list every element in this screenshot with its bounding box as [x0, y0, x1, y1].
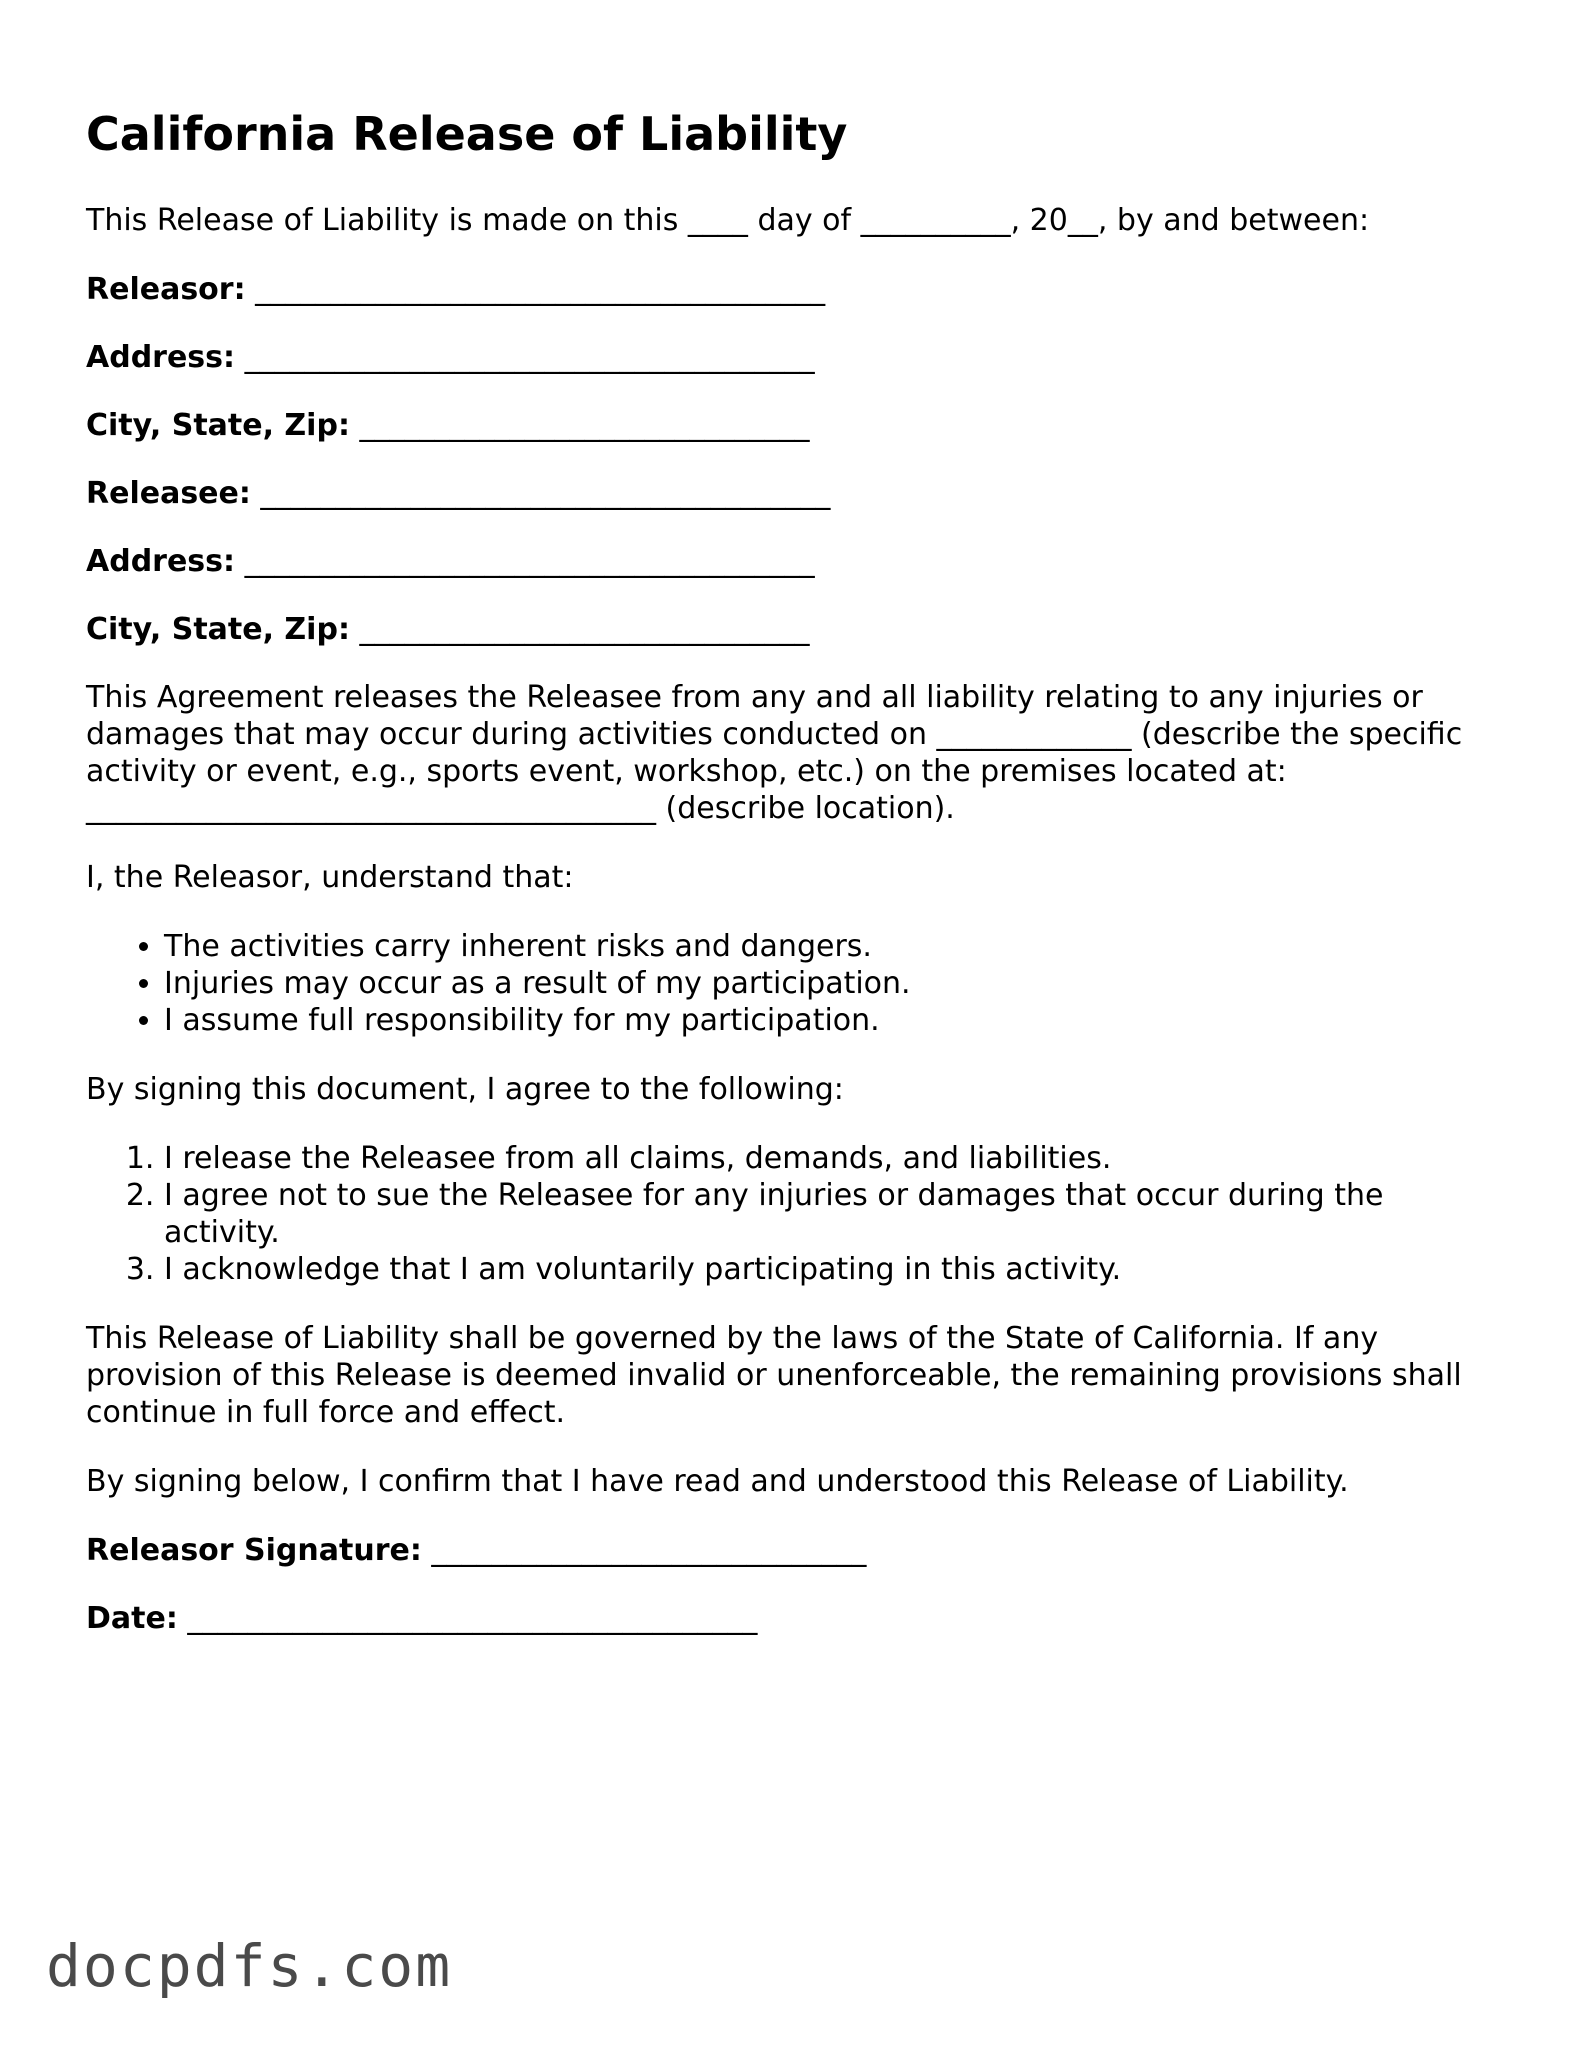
agree-list: [86, 1140, 1506, 1288]
understand-intro: I, the Releasor, understand that:: [86, 860, 574, 895]
list-item: 3. I acknowledge that I am voluntarily participating in this activity.: [164, 1251, 1506, 1288]
document-title: California Release of Liability: [86, 107, 848, 161]
intro-paragraph: This Release of Liability is made on this ____ day of __________, 20__, by and between:: [86, 203, 1370, 238]
releasee-city-blank: ______________________________: [359, 612, 810, 647]
list-item: • Injuries may occur as a result of my participation.: [164, 965, 1506, 1002]
governing-paragraph: This Release of Liability shall be governed by the laws of the State of California. If any provision of this Release is deemed invalid or unenforceable, the remaining provisions shall continue in full force and effect.: [86, 1321, 1462, 1430]
releasor-address-label: Address:: [86, 340, 236, 375]
list-item: 2. I agree not to sue the Releasee for any injuries or damages that occur during the activity.: [164, 1177, 1506, 1251]
agree-intro: By signing this document, I agree to the following:: [86, 1072, 844, 1107]
releasee-city-field: [86, 611, 1506, 648]
watermark-text: docpdfs.com: [46, 1932, 453, 2000]
date-blank: ______________________________________: [187, 1601, 758, 1636]
releasor-field: [86, 271, 1506, 308]
releasor-label: Releasor:: [86, 272, 246, 307]
releasee-city-label: City, State, Zip:: [86, 612, 350, 647]
signature-label: Releasor Signature:: [86, 1533, 422, 1568]
list-item: 1. I release the Releasee from all claims, demands, and liabilities.: [164, 1140, 1506, 1177]
date-label: Date:: [86, 1601, 178, 1636]
signature-blank: _____________________________: [431, 1533, 867, 1568]
releasee-field: [86, 475, 1506, 512]
releasee-label: Releasee:: [86, 476, 251, 511]
releasee-address-label: Address:: [86, 544, 236, 579]
understand-list: [86, 928, 1506, 1039]
releasor-city-label: City, State, Zip:: [86, 408, 350, 443]
releasor-address-field: [86, 339, 1506, 376]
releasee-address-blank: ______________________________________: [244, 544, 815, 579]
releasee-address-field: [86, 543, 1506, 580]
releasor-city-blank: ______________________________: [359, 408, 810, 443]
date-field: [86, 1600, 1506, 1637]
releasor-city-field: [86, 407, 1506, 444]
releasee-blank: ______________________________________: [260, 476, 831, 511]
document-page: [86, 104, 1506, 1668]
list-item: • I assume full responsibility for my participation.: [164, 1002, 1506, 1039]
releasor-address-blank: ______________________________________: [244, 340, 815, 375]
agreement-paragraph: This Agreement releases the Releasee from any and all liability relating to any injuries or damages that may occur during activities conducted on _____________ (describe the specific activity or event, e.g., sports event, workshop, etc.) on the premises located at: ______________________________________ (describe location).: [86, 680, 1463, 826]
signature-field: [86, 1532, 1506, 1569]
releasor-blank: ______________________________________: [255, 272, 826, 307]
list-item: • The activities carry inherent risks and dangers.: [164, 928, 1506, 965]
confirm-paragraph: By signing below, I confirm that I have read and understood this Release of Liability.: [86, 1464, 1349, 1499]
